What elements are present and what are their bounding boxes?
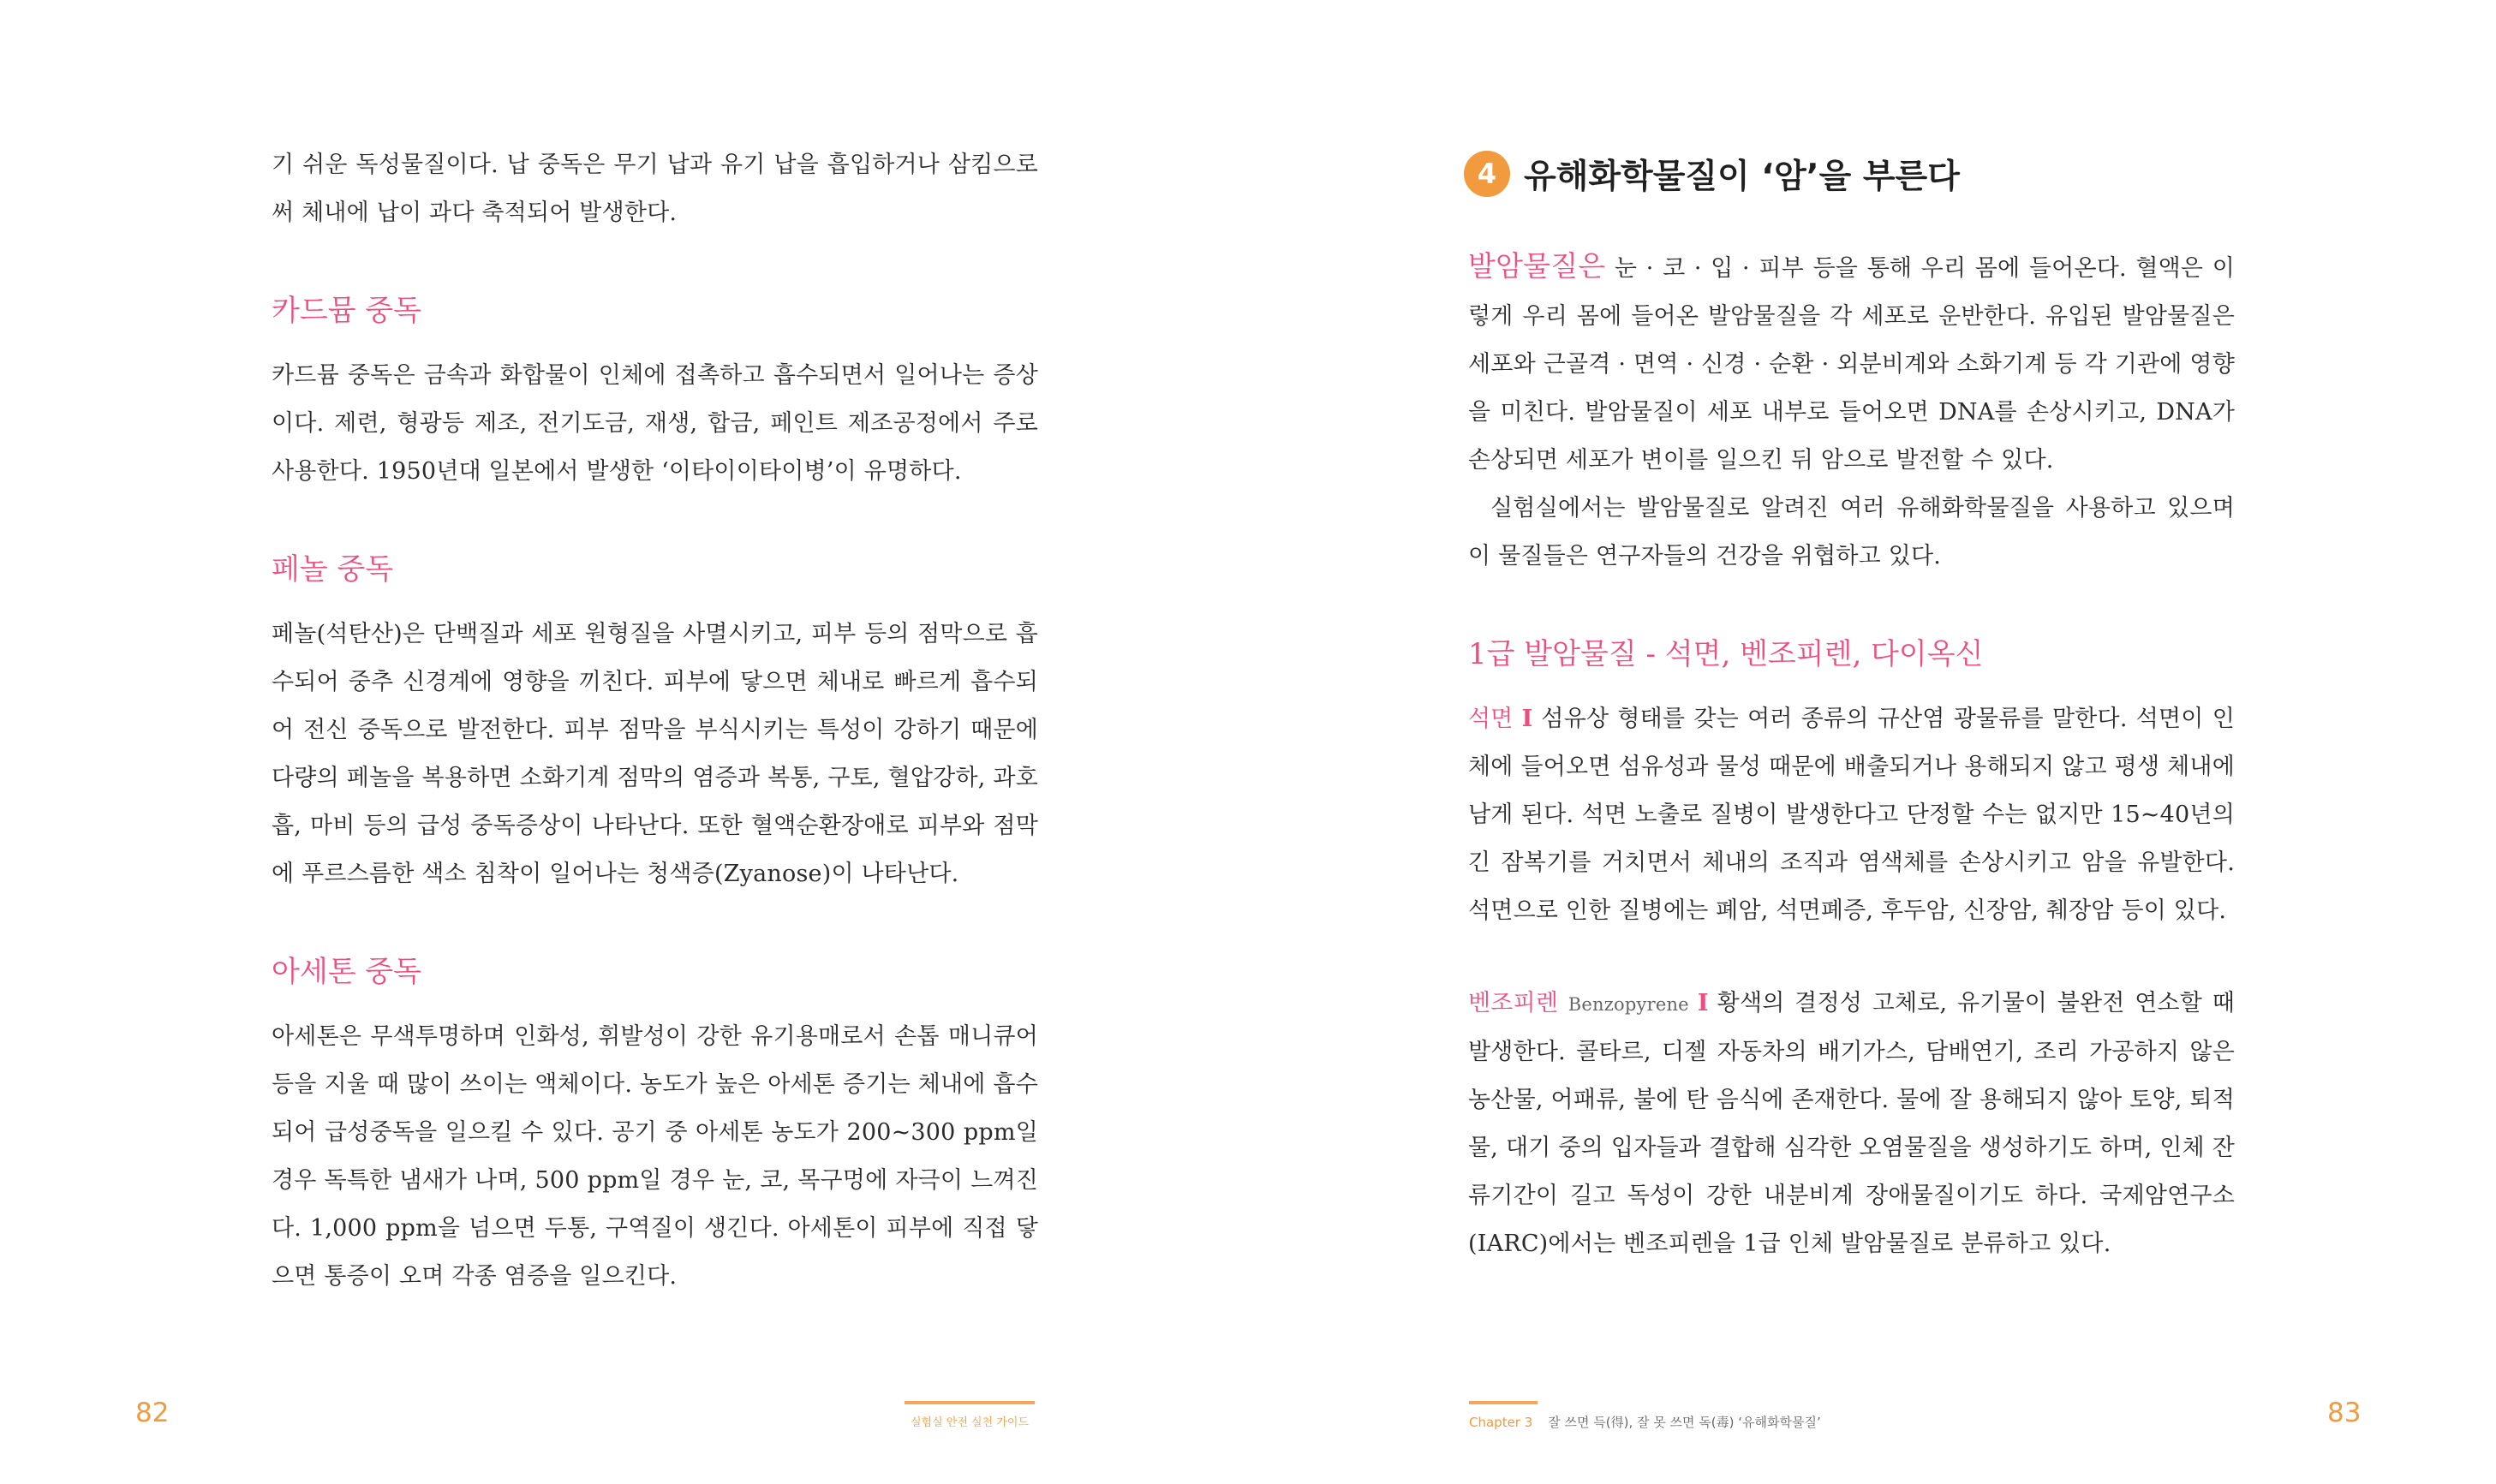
benzopyrene-paragraph [1468, 980, 2235, 1268]
page-number-left: 82 [135, 1398, 170, 1428]
acetone-heading: 아세톤 중독 [272, 955, 422, 989]
right-footer [1469, 1413, 1821, 1431]
benzopyrene-english-term: Benzopyrene [1567, 994, 1689, 1015]
section-header [1464, 150, 2235, 198]
phenol-heading: 페놀 중독 [272, 552, 394, 587]
left-footer: 실험실 안전 실천 가이드 [905, 1401, 1035, 1429]
carcinogen-lead-term: 발암물질은 [1468, 249, 1606, 283]
left-column [272, 141, 1038, 1301]
section-title: 유해화학물질이 ‘암’을 부른다 [1524, 158, 1960, 196]
section-number-badge: 4 [1464, 151, 1510, 197]
asbestos-term: 석면 [1468, 706, 1514, 732]
right-page [1248, 0, 2496, 1484]
phenol-paragraph: 페놀(석탄산)은 단백질과 세포 원형질을 사멸시키고, 피부 등의 점막으로 흡수되어 중추 신경계에 영향을 끼친다. 피부에 닿으면 체내로 빠르게 흡수되어 전신 중독으로 발전한다. 피부 점막을 부식시키는 특성이 강하기 때문에 다량의 페놀을 복용하면 소화기계 점막의 염증과 복통, 구토, 혈압강하, 과호흡, 마비 등의 급성 중독증상이 나타난다. 또한 혈액순환장애로 피부와 점막에 푸르스름한 색소 침착이 일어나는 청색증(Zyanose)이 나타난다. [272, 621, 1038, 887]
lab-carcinogen-paragraph: 실험실에서는 발암물질로 알려진 여러 유해화학물질을 사용하고 있으며 이 물질들은 연구자들의 건강을 위협하고 있다. [1468, 495, 2235, 569]
group1-carcinogen-heading: 1급 발암물질 - 석면, 벤조피렌, 다이옥신 [1468, 637, 1984, 671]
carcinogen-intro-text: 눈 · 코 · 입 · 피부 등을 통해 우리 몸에 들어온다. 혈액은 이렇게 우리 몸에 들어온 발암물질을 각 세포로 운반한다. 유입된 발암물질은 세포와 근골격 · 면역 · 신경 · 순환 · 외분비계와 소화기계 등 각 기관에 영향을 미친다. 발암물질이 세포 내부로 들어오면 DNA를 손상시키고, DNA가 손상되면 세포가 변이를 일으킨 뒤 암으로 발전할 수 있다. [1468, 255, 2235, 474]
asbestos-paragraph [1468, 695, 2235, 935]
footer-chapter-title: 잘 쓰면 득(得), 잘 못 쓰면 독(毒) ‘유해화학물질’ [1548, 1415, 1821, 1430]
footer-chapter: Chapter 3 [1469, 1415, 1533, 1430]
benzopyrene-separator: I [1697, 990, 1709, 1016]
right-footer-rule [1469, 1401, 1538, 1404]
right-column [1468, 141, 2235, 1268]
acetone-paragraph: 아세톤은 무색투명하며 인화성, 휘발성이 강한 유기용매로서 손톱 매니큐어 등을 지울 때 많이 쓰이는 액체이다. 농도가 높은 아세톤 증기는 체내에 흡수되어 급성중독을 일으킬 수 있다. 공기 중 아세톤 농도가 200~300 ppm일 경우 독특한 냄새가 나며, 500 ppm일 경우 눈, 코, 목구멍에 자극이 느껴진다. 1,000 ppm을 넘으면 두통, 구역질이 생긴다. 아세톤이 피부에 직접 닿으면 통증이 오며 각종 염증을 일으킨다. [272, 1023, 1038, 1290]
carcinogen-intro-paragraph [1468, 242, 2235, 485]
cadmium-heading: 카드뮴 중독 [272, 294, 422, 328]
intro-paragraph: 기 쉬운 독성물질이다. 납 중독은 무기 납과 유기 납을 흡입하거나 삼킴으로써 체내에 납이 과다 축적되어 발생한다. [272, 152, 1038, 226]
benzopyrene-term: 벤조피렌 [1468, 990, 1559, 1016]
asbestos-separator: I [1521, 706, 1533, 732]
asbestos-text: 섬유상 형태를 갖는 여러 종류의 규산염 광물류를 말한다. 석면이 인체에 들어오면 섬유성과 물성 때문에 배출되거나 용해되지 않고 평생 체내에 남게 된다. 석면 노출로 질병이 발생한다고 단정할 수는 없지만 15~40년의 긴 잠복기를 거치면서 체내의 조직과 염색체를 손상시키고 암을 유발한다. 석면으로 인한 질병에는 폐암, 석면폐증, 후두암, 신장암, 췌장암 등이 있다. [1468, 706, 2235, 924]
page-number-right: 83 [2327, 1398, 2362, 1428]
cadmium-paragraph: 카드뮴 중독은 금속과 화합물이 인체에 접촉하고 흡수되면서 일어나는 증상이다. 제련, 형광등 제조, 전기도금, 재생, 합금, 페인트 제조공정에서 주로 사용한다. 1950년대 일본에서 발생한 ‘이타이이타이병’이 유명하다. [272, 362, 1038, 485]
benzopyrene-text: 황색의 결정성 고체로, 유기물이 불완전 연소할 때 발생한다. 콜타르, 디젤 자동차의 배기가스, 담배연기, 조리 가공하지 않은 농산물, 어패류, 불에 탄 음식에 존재한다. 물에 잘 용해되지 않아 토양, 퇴적물, 대기 중의 입자들과 결합해 심각한 오염물질을 생성하기도 하며, 인체 잔류기간이 길고 독성이 강한 내분비계 장애물질이기도 하다. 국제암연구소(IARC)에서는 벤조피렌을 1급 인체 발암물질로 분류하고 있다. [1468, 990, 2235, 1257]
